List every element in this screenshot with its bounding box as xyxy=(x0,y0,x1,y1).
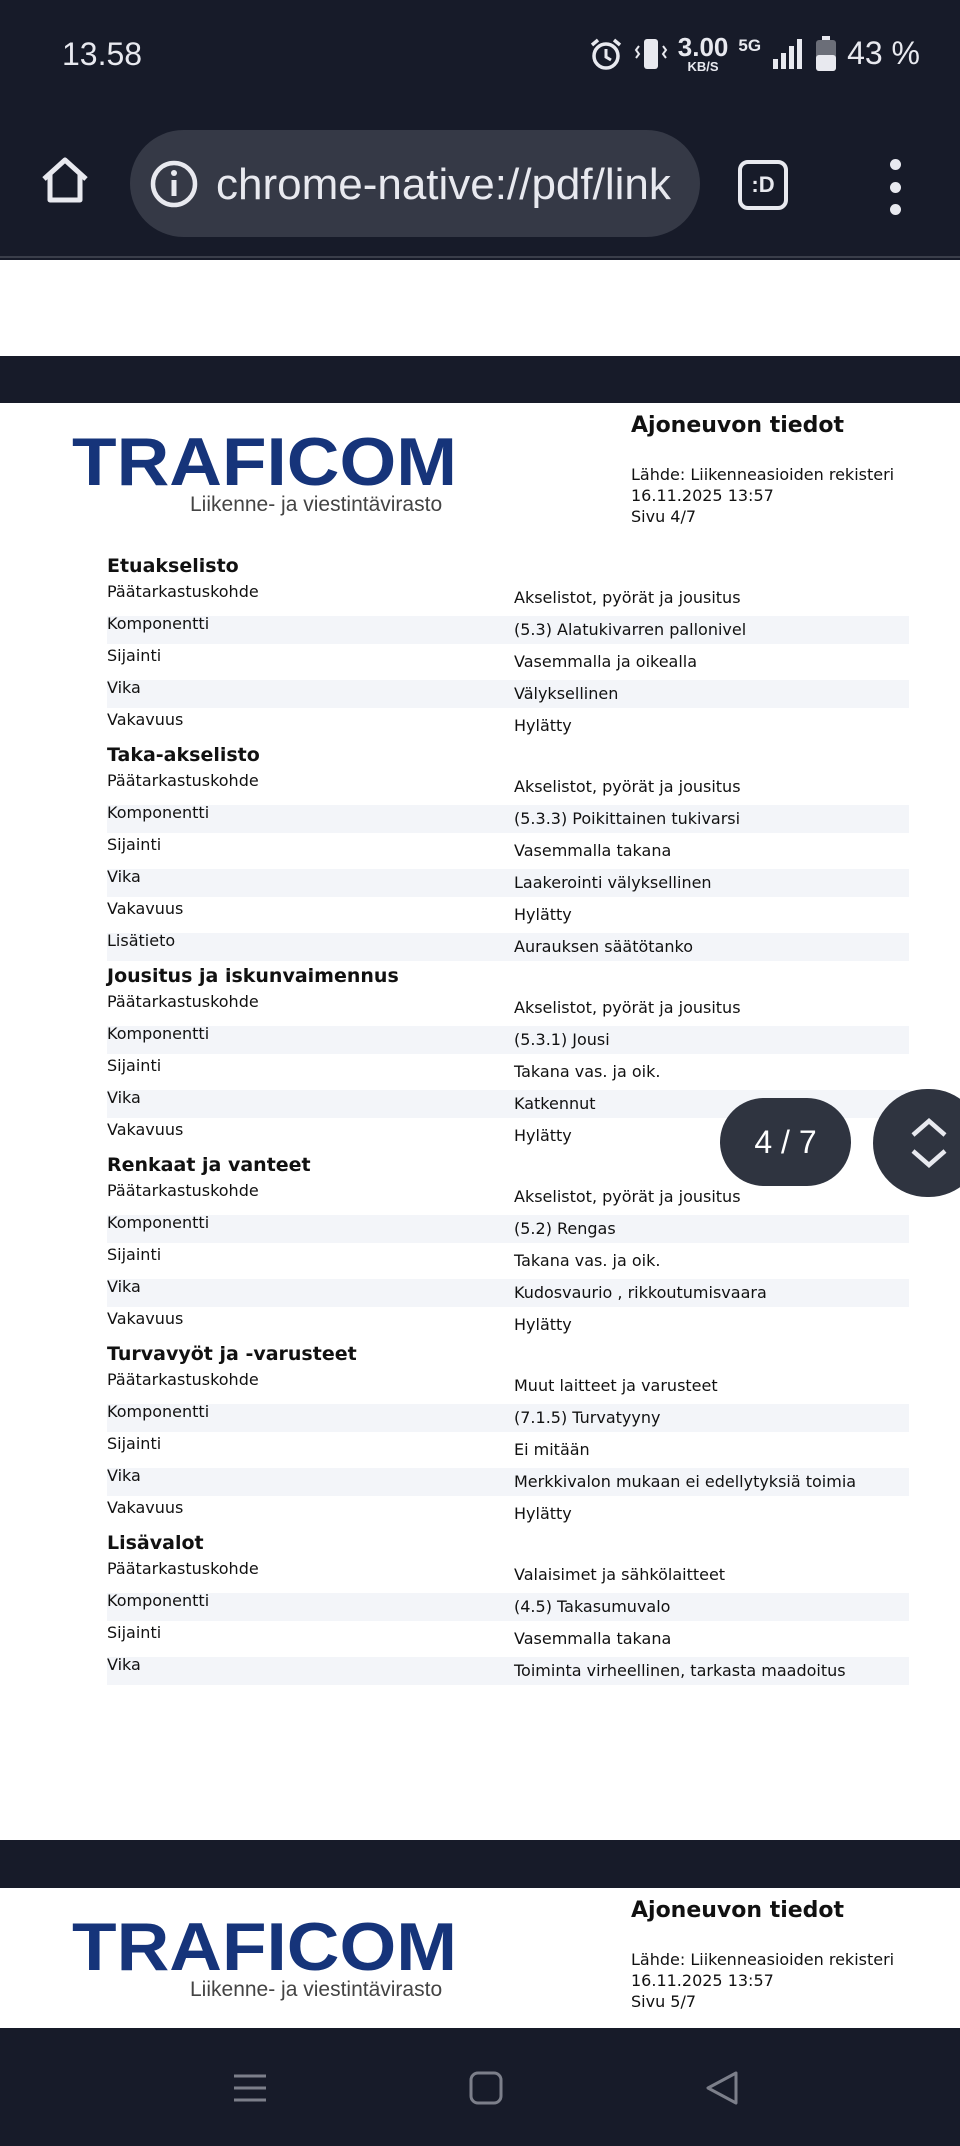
status-bar xyxy=(0,0,960,115)
row-label: Komponentti xyxy=(107,1402,210,1421)
row-label: Komponentti xyxy=(107,1024,210,1043)
row-label: Vakavuus xyxy=(107,1498,184,1517)
table-row xyxy=(107,990,909,1022)
network-speed xyxy=(678,34,729,73)
row-label: Vakavuus xyxy=(107,1309,184,1328)
pdf-page-next xyxy=(0,1888,960,2028)
section-rows xyxy=(107,769,909,961)
traficom-logo xyxy=(72,1918,462,2001)
row-label: Sijainti xyxy=(107,1245,162,1264)
header-page: Sivu 5/7 xyxy=(631,1992,697,2011)
home-button[interactable] xyxy=(30,145,100,215)
row-value: Ei mitään xyxy=(514,1440,590,1459)
row-value: Kudosvaurio , rikkoutumisvaara xyxy=(107,1279,909,1307)
section-title: Jousitus ja iskunvaimennus xyxy=(107,965,399,987)
header-title: Ajoneuvon tiedot xyxy=(631,1898,845,1923)
row-label: Vika xyxy=(107,1088,141,1107)
url-text[interactable]: chrome-native://pdf/link xyxy=(216,160,671,209)
row-label: Päätarkastuskohde xyxy=(107,1370,259,1389)
signal-icon xyxy=(771,37,805,71)
row-label: Vika xyxy=(107,867,141,886)
row-label: Päätarkastuskohde xyxy=(107,582,259,601)
table-row xyxy=(107,1496,909,1528)
url-bar[interactable] xyxy=(130,130,700,237)
row-value: Akselistot, pyörät ja jousitus xyxy=(514,998,741,1017)
row-value: Hylätty xyxy=(514,1315,572,1334)
table-row xyxy=(107,1211,909,1243)
logo-subtitle: Liikenne- ja viestintävirasto xyxy=(190,1978,443,2001)
row-value: Valaisimet ja sähkölaitteet xyxy=(514,1565,726,1584)
svg-text:TRAFICOM: TRAFICOM xyxy=(72,433,458,493)
section-title: Renkaat ja vanteet xyxy=(107,1154,311,1176)
row-label: Vika xyxy=(107,1466,141,1485)
table-row xyxy=(107,580,909,612)
traficom-logo xyxy=(72,433,462,516)
table-row xyxy=(107,897,909,929)
table-row xyxy=(107,865,909,897)
row-value: Katkennut xyxy=(107,1090,909,1118)
table-row xyxy=(107,1054,909,1086)
table-row xyxy=(107,1400,909,1432)
row-label: Komponentti xyxy=(107,1591,210,1610)
row-value: Välyksellinen xyxy=(107,680,909,708)
row-value: Takana vas. ja oik. xyxy=(514,1251,661,1270)
row-label: Lisätieto xyxy=(107,931,176,950)
battery-percent: 43 % xyxy=(847,35,920,71)
row-label: Vakavuus xyxy=(107,1120,184,1139)
row-label: Vakavuus xyxy=(107,899,184,918)
browser-toolbar xyxy=(0,115,960,258)
chevron-down-icon xyxy=(913,1151,945,1165)
info-icon[interactable] xyxy=(148,158,200,210)
section-title: Lisävalot xyxy=(107,1532,204,1554)
row-label: Vika xyxy=(107,678,141,697)
header-datetime: 16.11.2025 13:57 xyxy=(631,486,774,505)
section-title: Etuakselisto xyxy=(107,555,239,577)
table-row xyxy=(107,801,909,833)
row-value: Hylätty xyxy=(514,1126,572,1145)
table-row xyxy=(107,1589,909,1621)
row-label: Päätarkastuskohde xyxy=(107,992,259,1011)
page-header xyxy=(631,1898,941,2012)
alarm-icon xyxy=(588,36,624,72)
row-value: Vasemmalla ja oikealla xyxy=(514,652,698,671)
table-row xyxy=(107,644,909,676)
row-value: Vasemmalla takana xyxy=(514,841,672,860)
row-label: Vika xyxy=(107,1655,141,1674)
recents-icon[interactable] xyxy=(228,2066,272,2110)
header-datetime: 16.11.2025 13:57 xyxy=(631,1971,774,1990)
row-value: (7.1.5) Turvatyyny xyxy=(107,1404,909,1432)
network-speed-value: 3.00 xyxy=(677,32,729,62)
battery-icon xyxy=(815,36,837,72)
page-indicator[interactable]: 4 / 7 xyxy=(720,1098,851,1186)
inspection-section xyxy=(107,740,909,961)
page-header xyxy=(631,413,941,527)
row-value: (4.5) Takasumuvalo xyxy=(107,1593,909,1621)
row-label: Päätarkastuskohde xyxy=(107,771,259,790)
svg-text:TRAFICOM: TRAFICOM xyxy=(72,1918,458,1978)
table-row xyxy=(107,1432,909,1464)
chevron-up-icon xyxy=(913,1121,945,1135)
row-label: Sijainti xyxy=(107,1623,162,1642)
network-type: 5G xyxy=(738,36,762,55)
row-value: Akselistot, pyörät ja jousitus xyxy=(514,588,741,607)
row-value: (5.3.3) Poikittainen tukivarsi xyxy=(107,805,909,833)
row-value: Toiminta virheellinen, tarkasta maadoitus xyxy=(107,1657,909,1685)
table-row xyxy=(107,1557,909,1589)
row-value: Akselistot, pyörät ja jousitus xyxy=(514,1187,741,1206)
table-row xyxy=(107,1275,909,1307)
inspection-section xyxy=(107,1339,909,1528)
back-icon[interactable] xyxy=(700,2066,744,2110)
home-icon xyxy=(38,153,92,207)
tab-switcher-icon: :D xyxy=(751,172,775,197)
table-row xyxy=(107,1243,909,1275)
table-row xyxy=(107,1653,909,1685)
header-page: Sivu 4/7 xyxy=(631,507,697,526)
row-value: Akselistot, pyörät ja jousitus xyxy=(514,777,741,796)
system-nav-bar xyxy=(0,2030,960,2146)
section-rows xyxy=(107,580,909,740)
row-value: (5.3) Alatukivarren pallonivel xyxy=(107,616,909,644)
row-value: Vasemmalla takana xyxy=(514,1629,672,1648)
table-row xyxy=(107,1368,909,1400)
pdf-page-previous xyxy=(0,260,960,356)
row-label: Komponentti xyxy=(107,614,210,633)
logo-wordmark xyxy=(72,433,462,493)
table-row xyxy=(107,612,909,644)
inspection-section xyxy=(107,551,909,740)
row-label: Päätarkastuskohde xyxy=(107,1181,259,1200)
row-value: Hylätty xyxy=(514,905,572,924)
row-value: Hylätty xyxy=(514,716,572,735)
table-row xyxy=(107,1307,909,1339)
row-label: Komponentti xyxy=(107,803,210,822)
table-row xyxy=(107,769,909,801)
header-title: Ajoneuvon tiedot xyxy=(631,413,845,438)
logo-subtitle: Liikenne- ja viestintävirasto xyxy=(190,493,443,516)
table-row xyxy=(107,1464,909,1496)
row-value: Takana vas. ja oik. xyxy=(514,1062,661,1081)
table-row xyxy=(107,708,909,740)
row-value: (5.2) Rengas xyxy=(107,1215,909,1243)
table-row xyxy=(107,1621,909,1653)
row-value: Laakerointi välyksellinen xyxy=(107,869,909,897)
row-value: Merkkivalon mukaan ei edellytyksiä toimia xyxy=(107,1468,909,1496)
more-vert-icon[interactable] xyxy=(880,159,910,215)
section-rows xyxy=(107,1557,909,1685)
table-row xyxy=(107,1022,909,1054)
status-time: 13.58 xyxy=(62,36,143,72)
section-rows xyxy=(107,1368,909,1528)
section-rows xyxy=(107,1179,909,1339)
row-value: Hylätty xyxy=(514,1504,572,1523)
row-label: Vakavuus xyxy=(107,710,184,729)
network-speed-unit: KB/S xyxy=(687,59,719,74)
status-icons xyxy=(588,34,920,73)
row-value: Aurauksen säätötanko xyxy=(107,933,909,961)
section-title: Taka-akselisto xyxy=(107,744,260,766)
home-nav-icon[interactable] xyxy=(464,2066,508,2110)
table-row xyxy=(107,676,909,708)
row-label: Vika xyxy=(107,1277,141,1296)
logo-wordmark xyxy=(72,1918,462,1978)
header-source: Lähde: Liikenneasioiden rekisteri xyxy=(631,1950,895,1969)
tab-switcher-button[interactable] xyxy=(738,160,788,210)
row-label: Sijainti xyxy=(107,1056,162,1075)
header-source: Lähde: Liikenneasioiden rekisteri xyxy=(631,465,895,484)
row-label: Sijainti xyxy=(107,646,162,665)
row-value: (5.3.1) Jousi xyxy=(107,1026,909,1054)
inspection-section xyxy=(107,1528,909,1685)
row-value: Muut laitteet ja varusteet xyxy=(514,1376,718,1395)
section-title: Turvavyöt ja -varusteet xyxy=(107,1343,357,1365)
row-label: Sijainti xyxy=(107,1434,162,1453)
row-label: Päätarkastuskohde xyxy=(107,1559,259,1578)
table-row xyxy=(107,929,909,961)
row-label: Komponentti xyxy=(107,1213,210,1232)
row-label: Sijainti xyxy=(107,835,162,854)
vibrate-icon xyxy=(634,36,668,72)
table-row xyxy=(107,833,909,865)
